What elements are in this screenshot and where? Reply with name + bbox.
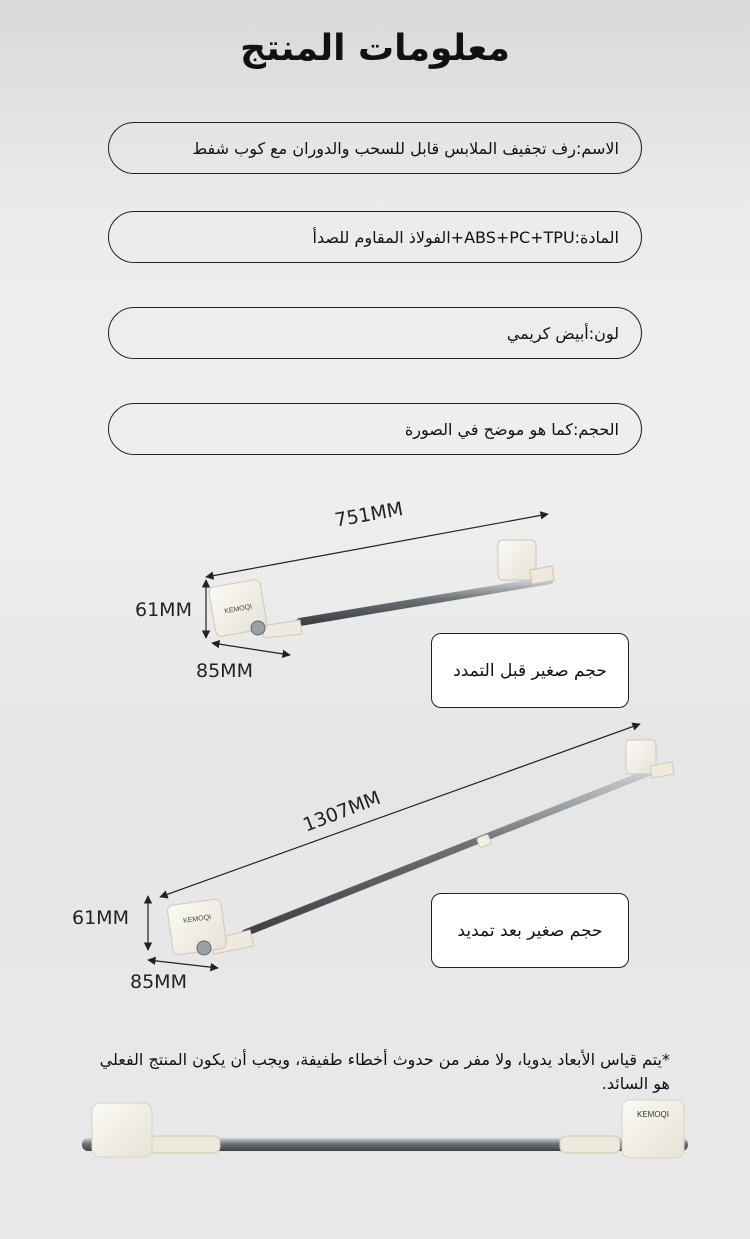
length-label-after: 1307MM [300,786,384,837]
caption-after-box [431,893,629,968]
caption-before-box [431,633,629,708]
height-label-after: 61MM [72,907,129,929]
length-label-before: 751MM [333,498,405,532]
caption-before: حجم صغير قبل التمدد [453,660,607,681]
caption-after: حجم صغير بعد تمديد [457,920,603,941]
depth-label-before: 85MM [196,660,253,682]
bracket-brand-label: KEMOQI [636,1110,670,1119]
info-size-text: الحجم:كما هو موضح في الصورة [404,419,619,439]
info-material-text: المادة:ABS+PC+TPU+الفولاذ المقاوم للصدأ [312,227,619,247]
rack-full-illustration [82,1100,688,1158]
measurement-note: *يتم قياس الأبعاد يدويا، ولا مفر من حدوث أخطاء طفيفة، ويجب أن يكون المنتج الفعلي هو السائد. [99,1050,670,1093]
bracket-brand-label: KEMOQI [223,603,253,616]
depth-label-after: 85MM [130,971,187,993]
page-title: معلومات المنتج [240,28,510,69]
info-color-text: لون:أبيض كريمي [506,323,619,343]
info-name-text: الاسم:رف تجفيف الملابس قابل للسحب والدوران مع كوب شفط [192,138,619,158]
bracket-brand-label: KEMOQI [182,914,212,925]
height-label-before: 61MM [135,599,192,621]
